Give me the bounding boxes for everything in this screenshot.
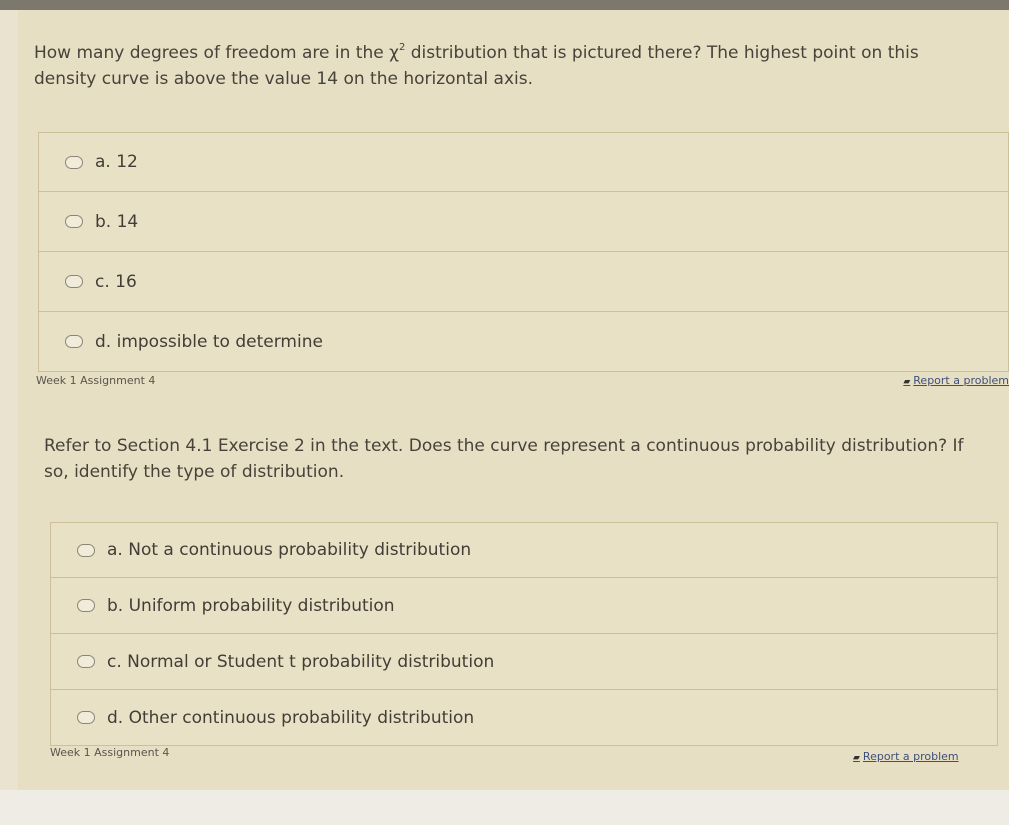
browser-top-edge: [0, 0, 1009, 10]
report-problem-label: Report a problem: [913, 374, 1009, 387]
choice-1a[interactable]: [38, 132, 1009, 192]
choice-2d[interactable]: [50, 690, 998, 746]
question-2-assignment-label: Week 1 Assignment 4: [50, 746, 170, 759]
choice-1d[interactable]: [38, 312, 1009, 372]
report-problem-label: Report a problem: [862, 750, 959, 763]
radio-button-icon[interactable]: [65, 335, 83, 348]
flag-icon: ▰: [903, 377, 911, 387]
flag-icon: ▰: [853, 753, 860, 763]
choice-label: b. 14: [95, 211, 139, 232]
choice-2c[interactable]: [50, 634, 998, 690]
chi-exponent: 2: [398, 42, 406, 53]
radio-button-icon[interactable]: [77, 599, 95, 612]
choice-1c[interactable]: [38, 252, 1009, 312]
question-1-text: [34, 40, 974, 92]
choice-2b[interactable]: [50, 578, 998, 634]
choice-label: a. Not a continuous probability distribution: [107, 540, 472, 560]
choice-label: a. 12: [95, 152, 138, 172]
question-1-text-end: distribution that is pictured there? The highest point on this density curve is above the value 14 on the horizontal axis.: [34, 43, 919, 89]
radio-button-icon[interactable]: [77, 655, 95, 668]
report-problem-link-1[interactable]: [903, 374, 1009, 387]
radio-button-icon[interactable]: [77, 544, 95, 557]
question-1-choices: [38, 132, 1009, 372]
radio-button-icon[interactable]: [65, 275, 83, 288]
choice-label: c. 16: [95, 271, 137, 292]
chi-symbol: χ: [389, 43, 399, 63]
screen-bottom-area: [0, 790, 1009, 825]
choice-label: b. Uniform probability distribution: [107, 595, 395, 616]
question-2-text: Refer to Section 4.1 Exercise 2 in the text. Does the curve represent a continuous probability distribution? If so, identify the type of distribution.: [44, 436, 964, 482]
question-1-text-start: How many degrees of freedom are in the: [34, 43, 390, 63]
radio-button-icon[interactable]: [77, 711, 95, 724]
question-1-assignment-label: Week 1 Assignment 4: [36, 374, 156, 387]
report-problem-link-2[interactable]: [853, 750, 959, 763]
radio-button-icon[interactable]: [65, 215, 83, 228]
choice-label: c. Normal or Student t probability distribution: [107, 651, 495, 672]
choice-label: d. impossible to determine: [95, 331, 323, 352]
quiz-page: [18, 10, 1009, 790]
radio-button-icon[interactable]: [65, 156, 83, 169]
choice-1b[interactable]: [38, 192, 1009, 252]
question-2-choices: [50, 522, 998, 746]
choice-2a[interactable]: [50, 522, 998, 578]
choice-label: d. Other continuous probability distribution: [107, 707, 475, 728]
